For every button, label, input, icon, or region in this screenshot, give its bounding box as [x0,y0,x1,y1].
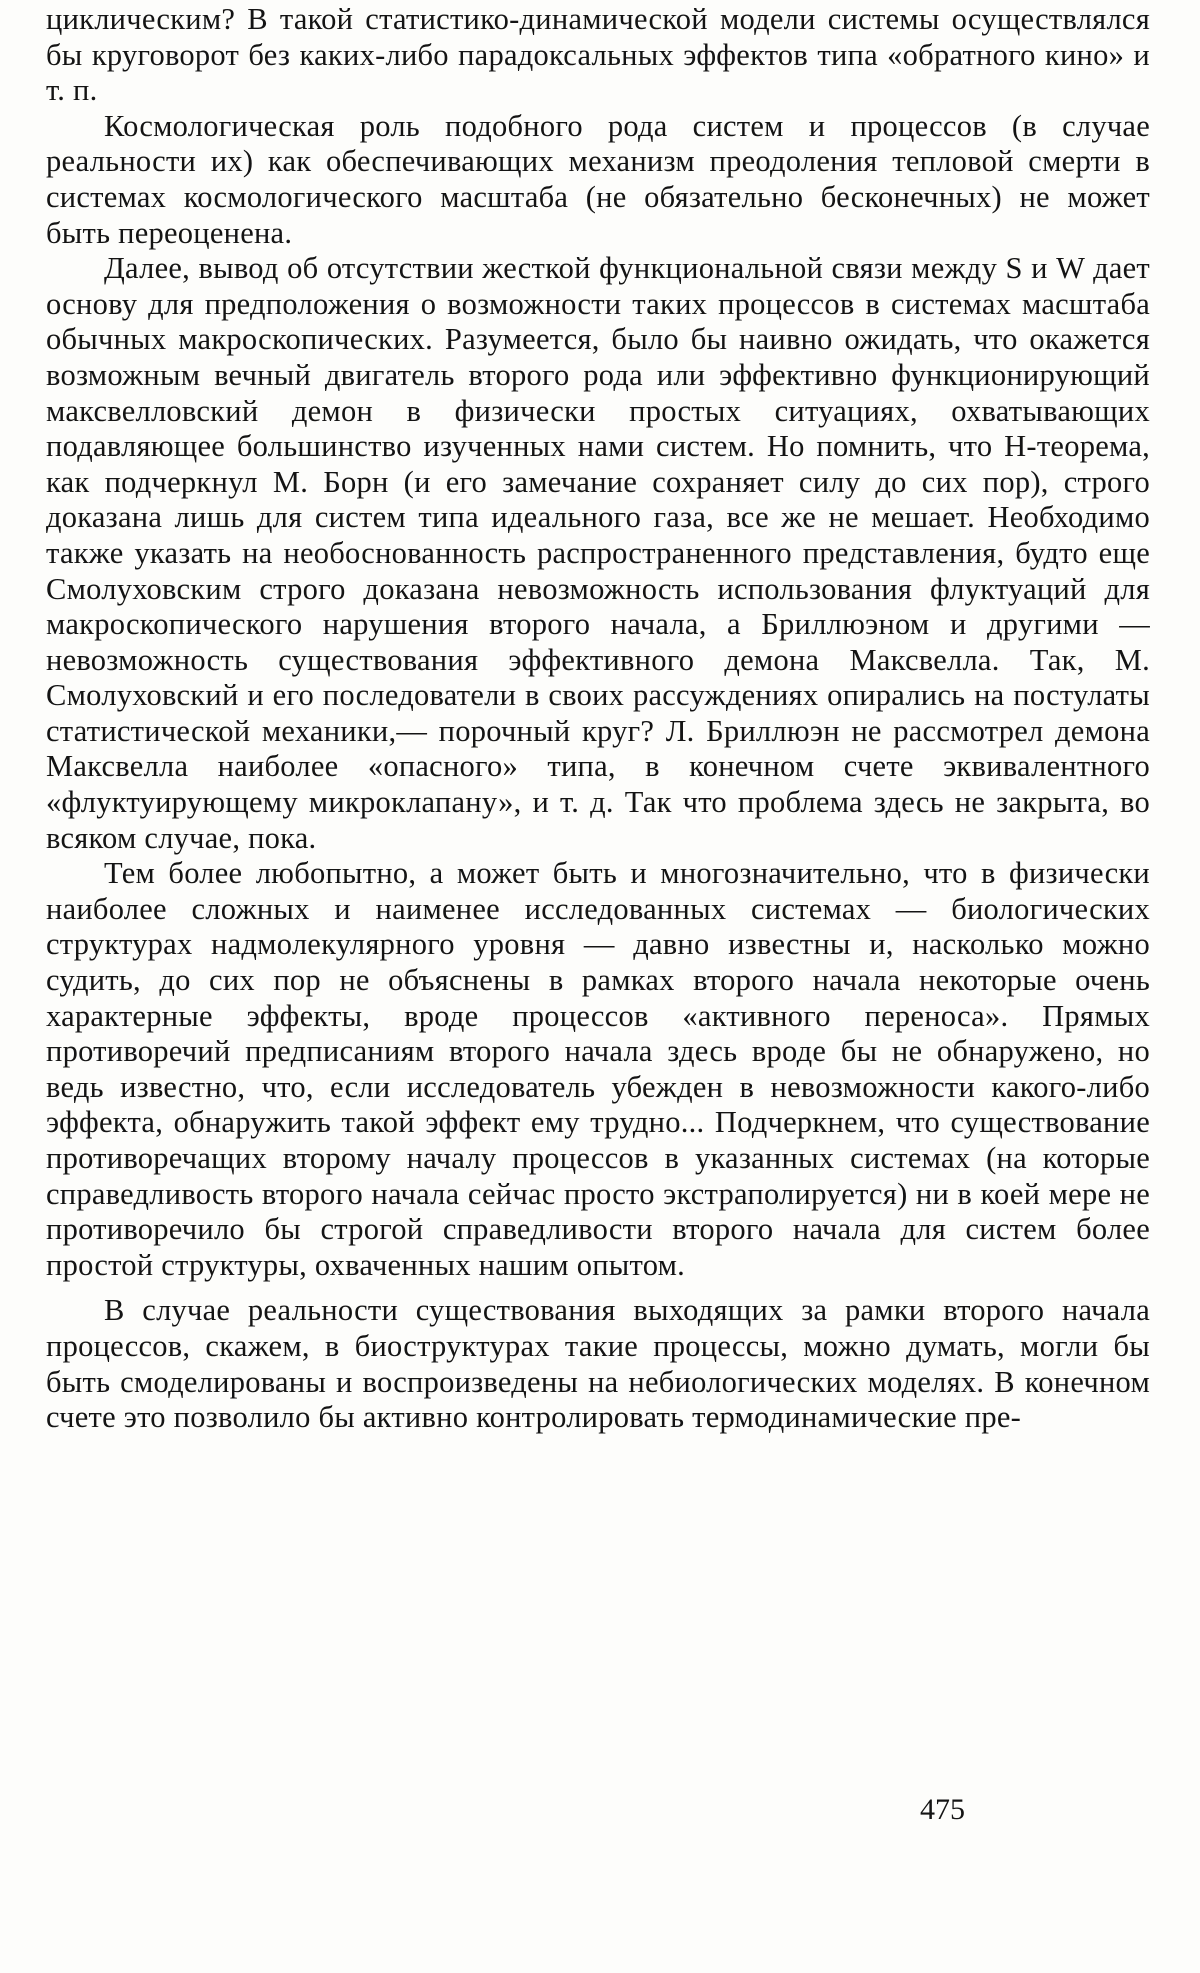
body-text [46,2,1150,1436]
paragraph-modeling: В случае реальности существования выходящих за рамки второго начала процессов, скажем, в биоструктурах такие процессы, можно думать, могли бы быть смоделированы и воспроизведены на небиологических моделях. В конечном счете это позволило бы активно контролировать термодинамические пре- [46,1293,1150,1435]
page-number: 475 [920,1793,965,1826]
paragraph-cosmology: Космологическая роль подобного рода систем и процессов (в случае реальности их) как обеспечивающих механизм преодоления тепловой смерти в системах космологического масштаба (не обязательно бесконечных) не может быть переоценена. [46,108,1150,250]
paragraph-entropy-relation: Далее, вывод об отсутствии жесткой функциональной связи между S и W дает основу для предположения о возможности таких процессов в системах масштаба обычных макроскопических. Разумеется, было бы наивно ожидать, что окажется возможным вечный двигатель второго рода или эффективно функционирующий максвелловский демон в физически простых ситуациях, охватывающих подавляющее большинство изученных нами систем. Но помнить, что H-теорема, как подчеркнул М. Борн (и его замечание сохраняет силу до сих пор), строго доказана лишь для систем типа идеального газа, все же не мешает. Необходимо также указать на необоснованность распространенного представления, будто еще Смолуховским строго доказана невозможность использования флуктуаций для макроскопического нарушения второго начала, а Бриллюэном и другими — невозможность существования эффективного демона Максвелла. Так, М. Смолуховский и его последователи в своих рассуждениях опирались на постулаты статистической механики,— порочный круг? Л. Бриллюэн не рассмотрел демона Максвелла наиболее «опасного» типа, в конечном счете эквивалентного «флуктуирующему микроклапану», и т. д. Так что проблема здесь не закрыта, во всяком случае, пока. [46,251,1150,855]
paragraph-biological-systems: Тем более любопытно, а может быть и многозначительно, что в физически наиболее сложных и наименее исследованных системах — биологических структурах надмолекулярного уровня — давно известны и, насколько можно судить, до сих пор не объяснены в рамках второго начала некоторые очень характерные эффекты, вроде процессов «активного переноса». Прямых противоречий предписаниям второго начала здесь вроде бы не обнаружено, но ведь известно, что, если исследователь убежден в невозможности какого-либо эффекта, обнаружить такой эффект ему трудно... Подчеркнем, что существование противоречащих второму началу процессов в указанных системах (на которые справедливость второго начала сейчас просто экстраполируется) ни в коей мере не противоречило бы строгой справедливости второго начала для систем более простой структуры, охваченных нашим опытом. [46,856,1150,1282]
paragraph-continuation: циклическим? В такой статистико-динамической модели системы осуществлялся бы круговорот без каких-либо парадоксальных эффектов типа «обратного кино» и т. п. [46,2,1150,108]
